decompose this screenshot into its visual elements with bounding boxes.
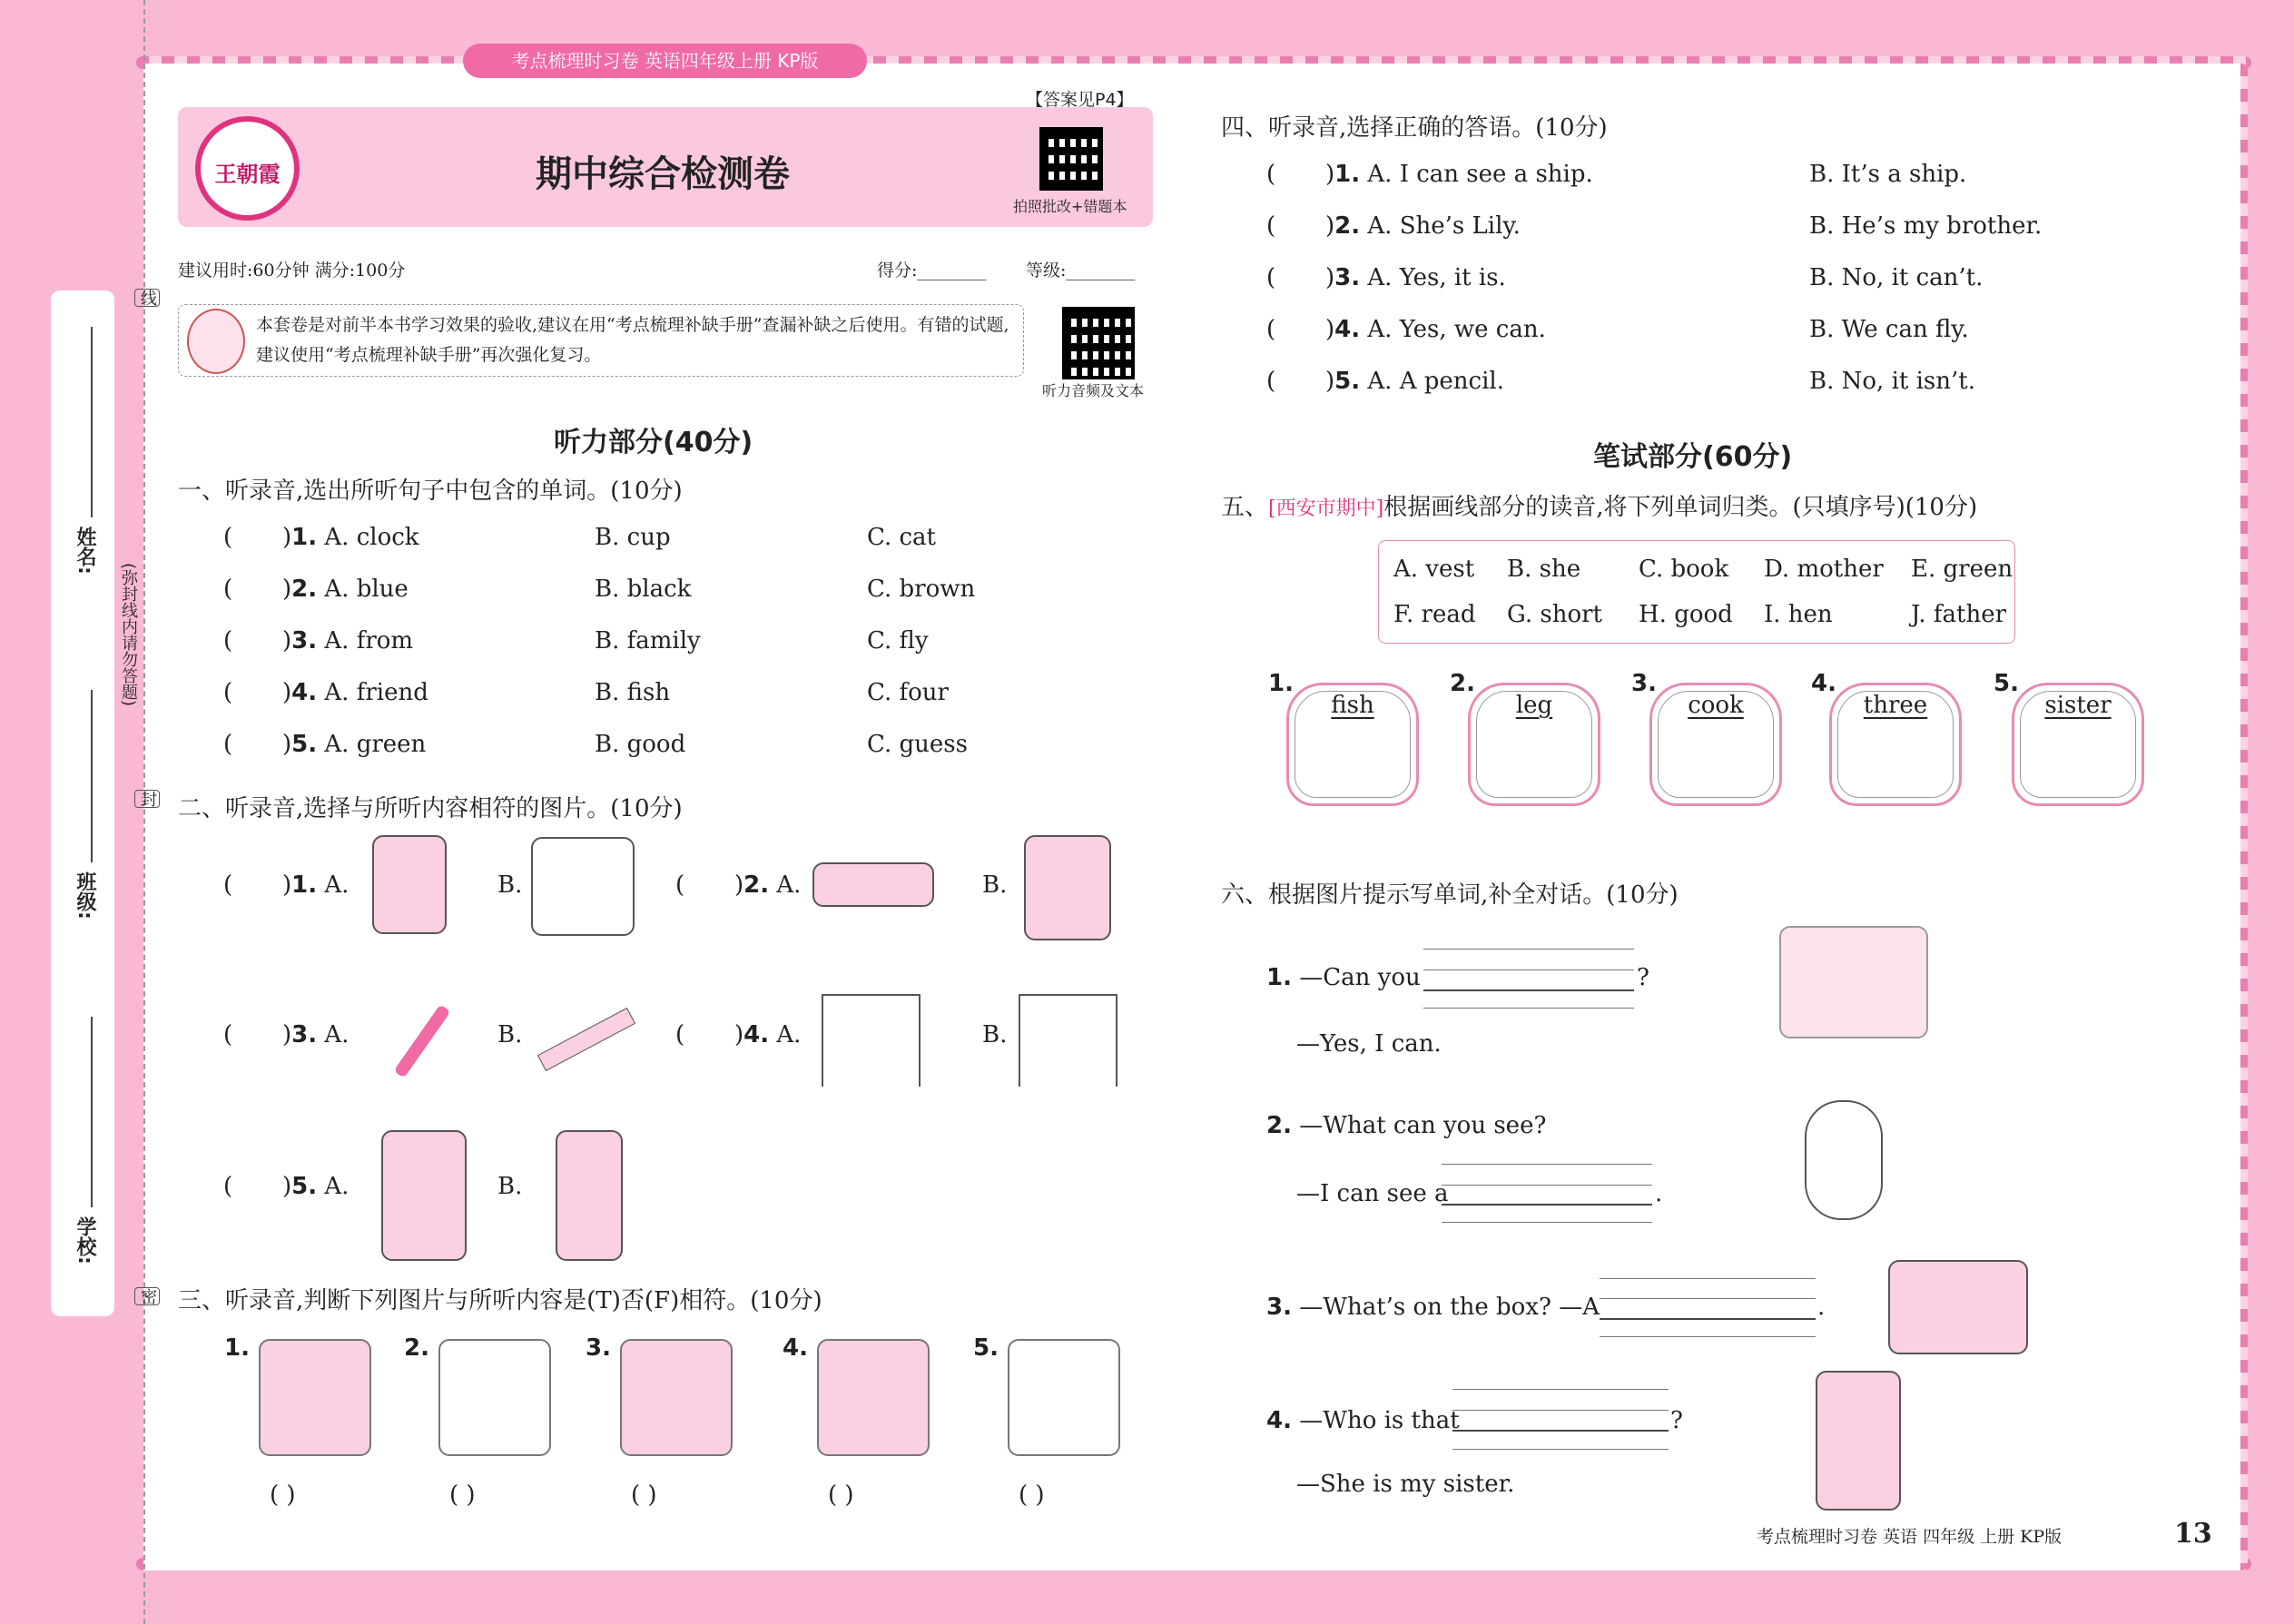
word-bank-item: F. read [1393, 601, 1476, 628]
girl-singing-picture [556, 1130, 623, 1261]
series-pill: 考点梳理时习卷 英语四年级上册 KP版 [463, 44, 867, 78]
q1-answer-line[interactable] [1423, 989, 1634, 991]
s1-option-c: C. four [867, 679, 949, 706]
watch-on-box-picture [1888, 1260, 2028, 1354]
binding-line [143, 0, 145, 1624]
s1-title: 一、听录音,选出所听句子中包含的单词。(10分) [178, 477, 683, 505]
boy-face-picture [531, 837, 635, 936]
s2-q1: ( )1. A. [223, 871, 350, 899]
s4-title: 四、听录音,选择正确的答语。(10分) [1221, 114, 1608, 142]
s5-title: 五、[西安市期中]根据画线部分的读音,将下列单词归类。(只填序号)(10分) [1221, 494, 1978, 521]
s6-q1: 1. —Can you [1266, 964, 1421, 991]
word-bank-item: G. short [1507, 601, 1602, 628]
book-in-desk-picture [822, 994, 921, 1087]
class-label: 班级: [74, 871, 96, 920]
s4-option-b: B. No, it isn’t. [1809, 368, 1975, 395]
answer-ref: 【答案见P4】 [1026, 90, 1134, 110]
school-line [91, 1017, 93, 1207]
listening-title: 听力部分(40分) [554, 427, 753, 458]
s4-item: ( )4. A. Yes, we can. [1266, 316, 1546, 343]
s4-option-b: B. No, it can’t. [1809, 264, 1984, 291]
s1-option-c: C. fly [867, 627, 929, 655]
cup-picture [438, 1339, 551, 1456]
word-bank-item: I. hen [1764, 601, 1833, 628]
q2-guide-top [1442, 1164, 1652, 1165]
s4-item: ( )2. A. She’s Lily. [1266, 212, 1521, 240]
s1-item: ( )1. A. clock [223, 524, 419, 551]
girl-face-picture [372, 835, 447, 934]
q4-end: ? [1670, 1407, 1683, 1434]
mark-xian: 线 [134, 289, 160, 307]
q3-guide-mid [1600, 1298, 1816, 1299]
s2-q4-b: B. [982, 1021, 1008, 1048]
name-label: 姓名: [74, 527, 96, 575]
schoolbag-picture [1024, 835, 1111, 940]
q3-end: . [1817, 1294, 1826, 1321]
s1-option-b: B. fish [595, 679, 671, 706]
word-bank-item: D. mother [1764, 556, 1884, 583]
s1-option-b: B. black [595, 576, 692, 603]
s6-q3: 3. —What’s on the box? —A [1266, 1294, 1600, 1321]
s2-q2: ( )2. A. [675, 871, 802, 899]
s3-number: 4. [783, 1334, 808, 1362]
s1-item: ( )2. A. blue [223, 576, 409, 603]
frame-number: 4. [1811, 670, 1836, 697]
s3-answer-blank[interactable]: ( ) [1019, 1481, 1045, 1509]
frame-word: three [1863, 692, 1928, 719]
q1-guide-mid [1423, 969, 1634, 970]
s3-number: 3. [586, 1334, 611, 1362]
footer-text: 考点梳理时习卷 英语 四年级 上册 KP版 [1757, 1527, 2063, 1547]
s3-answer-blank[interactable]: ( ) [828, 1481, 854, 1509]
q2-guide-mid [1442, 1185, 1652, 1186]
mark-feng: 封 [134, 790, 160, 808]
q2-guide-bottom [1442, 1222, 1652, 1223]
class-line [91, 690, 93, 862]
frame-number: 3. [1631, 670, 1657, 697]
s4-item: ( )1. A. I can see a ship. [1266, 161, 1593, 188]
sheep-picture [1805, 1100, 1883, 1220]
grade-field: 等级:________ [1026, 261, 1136, 281]
s1-option-b: B. cup [595, 524, 671, 551]
s4-item: ( )3. A. Yes, it is. [1266, 264, 1506, 291]
s1-item: ( )3. A. from [223, 627, 414, 655]
frame-word: cook [1688, 692, 1744, 719]
s6-q4: 4. —Who is that [1266, 1407, 1460, 1434]
word-bank-item: C. book [1639, 556, 1729, 583]
qr-code-correction [1039, 127, 1103, 191]
q3-guide-bottom [1600, 1336, 1816, 1337]
s2-q1-b: B. [497, 871, 523, 899]
s1-option-b: B. family [595, 627, 701, 655]
s4-option-b: B. We can fly. [1809, 316, 1969, 343]
s6-q2-answer: —I can see a [1296, 1180, 1449, 1207]
page-number: 13 [2174, 1518, 2212, 1550]
s3-number: 5. [973, 1334, 999, 1362]
q2-answer-line[interactable] [1442, 1204, 1652, 1206]
book-on-desk-picture [1019, 994, 1117, 1087]
q4-guide-bottom [1452, 1449, 1669, 1450]
mark-mi: 密 [134, 1287, 160, 1305]
seal-note: (弥封线内请勿答题) [119, 563, 138, 707]
boy-picture [817, 1339, 930, 1456]
frame-word: sister [2044, 692, 2112, 719]
swimming-picture [1779, 926, 1928, 1038]
s4-option-b: B. He’s my brother. [1809, 212, 2043, 240]
exam-title: 期中综合检测卷 [536, 153, 790, 195]
qr-code-audio [1062, 307, 1135, 379]
q4-guide-top [1452, 1389, 1669, 1390]
s3-answer-blank[interactable]: ( ) [449, 1481, 476, 1509]
writing-title: 笔试部分(60分) [1593, 441, 1793, 473]
s2-title: 二、听录音,选择与所听内容相符的图片。(10分) [178, 795, 683, 822]
q3-guide-top [1600, 1278, 1816, 1279]
word-bank-item: A. vest [1393, 556, 1475, 583]
s3-answer-blank[interactable]: ( ) [631, 1481, 657, 1509]
q4-answer-line[interactable] [1452, 1430, 1669, 1432]
s2-q4: ( )4. A. [675, 1021, 802, 1048]
qr-caption-audio: 听力音频及文本 [1042, 382, 1145, 399]
s6-q4-answer: —She is my sister. [1296, 1471, 1515, 1498]
time-info: 建议用时:60分钟 满分:100分 [178, 261, 406, 281]
bike-picture [620, 1339, 733, 1456]
pencil-case-picture [812, 862, 934, 907]
s4-item: ( )5. A. A pencil. [1266, 368, 1504, 395]
s1-option-c: C. brown [867, 576, 976, 603]
girl-picture [1816, 1371, 1901, 1511]
word-bank-item: H. good [1639, 601, 1733, 628]
word-bank-item: E. green [1911, 556, 2013, 583]
word-bank-item: J. father [1911, 601, 2007, 628]
girl-dancing-picture [381, 1130, 467, 1261]
q2-end: . [1655, 1180, 1663, 1207]
s1-option-b: B. good [595, 731, 686, 758]
frame-word: leg [1515, 692, 1553, 719]
frame-word: fish [1331, 692, 1374, 719]
name-line [91, 327, 93, 517]
s3-title: 三、听录音,判断下列图片与所听内容是(T)否(F)相符。(10分) [178, 1287, 822, 1314]
bed-picture [1008, 1339, 1120, 1456]
s2-q5: ( )5. A. [223, 1173, 350, 1200]
s1-item: ( )5. A. green [223, 731, 427, 758]
bees-picture [259, 1339, 371, 1456]
qr-caption-correction: 拍照批改+错题本 [1013, 198, 1127, 215]
s2-q2-b: B. [982, 871, 1008, 899]
s4-option-b: B. It’s a ship. [1809, 161, 1967, 188]
frame-number: 1. [1268, 670, 1294, 697]
q1-end: ? [1637, 964, 1649, 991]
girl-avatar-icon [187, 309, 245, 374]
logo: 王朝霞 [195, 116, 300, 221]
q4-guide-mid [1452, 1410, 1669, 1411]
q1-guide-bottom [1423, 1008, 1634, 1009]
word-bank-item: B. she [1507, 556, 1581, 583]
s2-q3-b: B. [497, 1021, 523, 1048]
score-field: 得分:________ [877, 261, 987, 281]
s2-q3: ( )3. A. [223, 1021, 350, 1048]
s6-q2: 2. —What can you see? [1266, 1112, 1547, 1139]
s1-option-c: C. cat [867, 524, 937, 551]
frame-number: 5. [1994, 670, 2019, 697]
s2-q5-b: B. [497, 1173, 523, 1200]
binding-panel [51, 290, 114, 1316]
s6-title: 六、根据图片提示写单词,补全对话。(10分) [1221, 881, 1679, 909]
s3-number: 2. [404, 1334, 429, 1362]
s3-number: 1. [224, 1334, 250, 1362]
q1-guide-top [1423, 949, 1634, 950]
frame-number: 2. [1450, 670, 1475, 697]
tip-text: 本套卷是对前半本书学习效果的验收,建议在用“考点梳理补缺手册”查漏补缺之后使用。有错的试题,建议使用“考点梳理补缺手册”再次强化复习。 [256, 315, 1009, 365]
s6-q1-answer: —Yes, I can. [1296, 1030, 1442, 1058]
q3-answer-line[interactable] [1600, 1318, 1816, 1320]
s1-item: ( )4. A. friend [223, 679, 428, 706]
school-label: 学校: [74, 1216, 96, 1265]
s3-answer-blank[interactable]: ( ) [270, 1481, 296, 1509]
s1-option-c: C. guess [867, 731, 968, 758]
